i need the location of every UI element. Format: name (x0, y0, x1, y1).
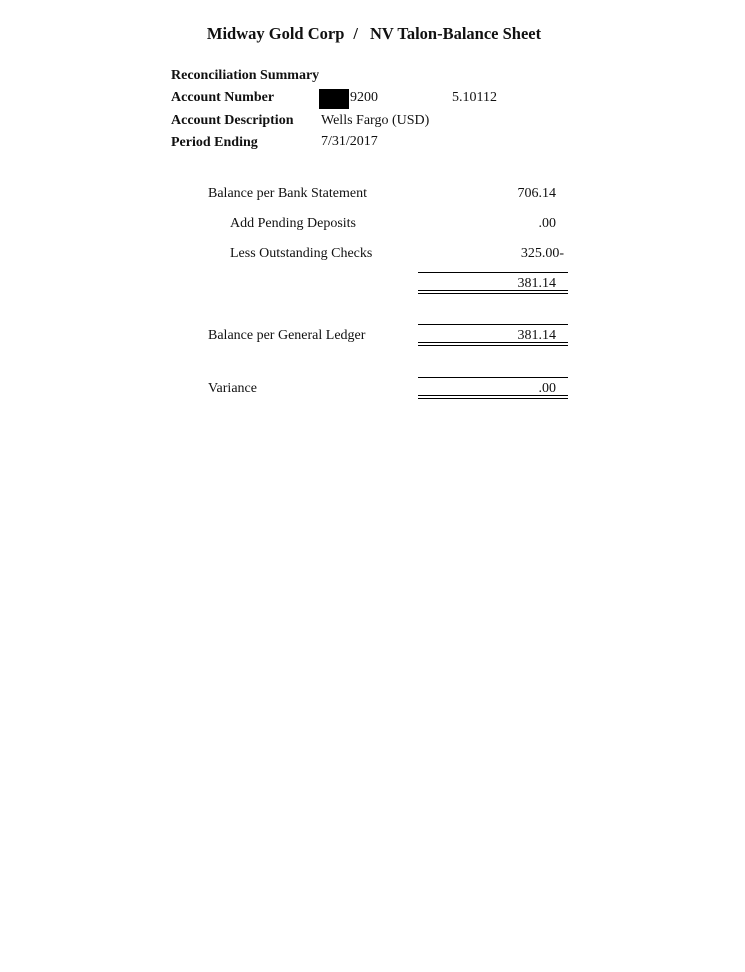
report-name: NV Talon-Balance Sheet (369, 24, 542, 43)
outstanding-checks-label: Less Outstanding Checks (230, 246, 373, 261)
account-description-value: Wells Fargo (USD) (321, 113, 430, 128)
bank-statement-value: 706.14 (517, 186, 556, 201)
redaction-block (319, 89, 349, 109)
period-ending-label: Period Ending (171, 135, 258, 150)
ledger-rule (418, 324, 568, 325)
variance-value: .00 (538, 381, 556, 396)
summary-heading: Reconciliation Summary (171, 68, 320, 83)
account-number-label: Account Number (171, 90, 275, 105)
period-ending-value: 7/31/2017 (321, 134, 378, 149)
account-description-label: Account Description (171, 113, 294, 128)
outstanding-checks-value: 325.00- (520, 246, 564, 261)
general-ledger-value: 381.14 (517, 328, 556, 343)
variance-label: Variance (208, 381, 257, 396)
subtotal-rule (418, 272, 568, 273)
account-code: 5.10112 (452, 90, 497, 105)
title-separator: / (353, 24, 358, 43)
bank-statement-label: Balance per Bank Statement (208, 186, 367, 201)
company-name: Midway Gold Corp (206, 24, 345, 43)
variance-double-rule (418, 395, 568, 399)
subtotal-double-rule (418, 290, 568, 294)
pending-deposits-value: .00 (538, 216, 556, 231)
subtotal-value: 381.14 (517, 276, 556, 291)
pending-deposits-label: Add Pending Deposits (230, 216, 356, 231)
account-number-value: 9200 (350, 90, 378, 105)
ledger-double-rule (418, 342, 568, 346)
general-ledger-label: Balance per General Ledger (208, 328, 366, 343)
page-title (0, 24, 745, 44)
variance-rule (418, 377, 568, 378)
